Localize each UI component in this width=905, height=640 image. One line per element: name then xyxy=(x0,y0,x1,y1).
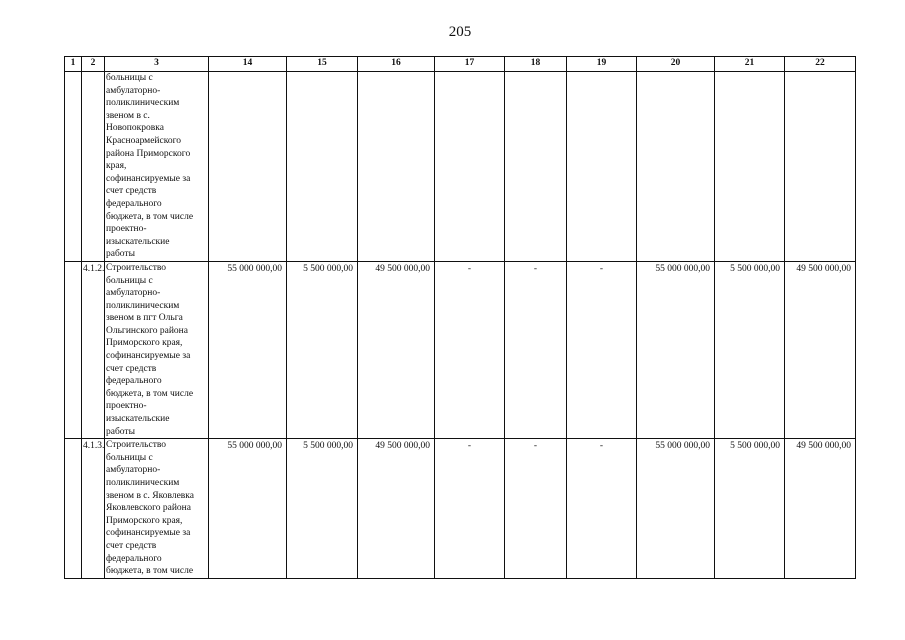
table-row xyxy=(65,72,856,262)
value-cell-16: 49 500 000,00 xyxy=(358,439,435,579)
value-cell-14: 55 000 000,00 xyxy=(209,439,287,579)
value-cell-14 xyxy=(209,72,287,262)
value-cell-20: 55 000 000,00 xyxy=(637,261,715,438)
value-cell-17: - xyxy=(435,439,505,579)
column-header: 15 xyxy=(287,57,358,72)
value-cell-18 xyxy=(505,72,567,262)
budget-table xyxy=(64,56,856,579)
row-number-cell xyxy=(65,439,82,579)
item-code-cell: 4.1.2. xyxy=(82,261,105,438)
column-header: 22 xyxy=(785,57,856,72)
column-header: 3 xyxy=(105,57,209,72)
item-name-text: больницы с амбулаторно- поликлиническим звеном в с. Новопокровка Красноармейского района Приморского края, софинансируемые за счет средств федерального бюджета, в том числе проектно- изыскательские работы xyxy=(106,73,194,260)
value-cell-18: - xyxy=(505,261,567,438)
value-cell-14: 55 000 000,00 xyxy=(209,261,287,438)
value-cell-18: - xyxy=(505,439,567,579)
value-cell-16: 49 500 000,00 xyxy=(358,261,435,438)
row-number-cell xyxy=(65,72,82,262)
value-cell-15 xyxy=(287,72,358,262)
item-name-cell xyxy=(105,261,209,438)
item-name-cell xyxy=(105,439,209,579)
header-row xyxy=(65,57,856,72)
value-cell-21: 5 500 000,00 xyxy=(715,439,785,579)
table-row xyxy=(65,261,856,438)
value-cell-20: 55 000 000,00 xyxy=(637,439,715,579)
value-cell-21 xyxy=(715,72,785,262)
item-name-cell xyxy=(105,72,209,262)
value-cell-15: 5 500 000,00 xyxy=(287,439,358,579)
item-code-cell: 4.1.3. xyxy=(82,439,105,579)
column-header: 16 xyxy=(358,57,435,72)
value-cell-17 xyxy=(435,72,505,262)
item-name-text: Строительство больницы с амбулаторно- поликлиническим звеном в пгт Ольга Ольгинского района Приморского края, софинансируемые за счет средств федерального бюджета, в том числе проектно- изыскательские работы xyxy=(106,262,194,437)
value-cell-22 xyxy=(785,72,856,262)
column-header: 18 xyxy=(505,57,567,72)
value-cell-19 xyxy=(567,72,637,262)
page-number: 205 xyxy=(448,24,472,40)
value-cell-20 xyxy=(637,72,715,262)
column-header: 20 xyxy=(637,57,715,72)
value-cell-22: 49 500 000,00 xyxy=(785,439,856,579)
value-cell-19: - xyxy=(567,439,637,579)
column-header: 19 xyxy=(567,57,637,72)
column-header: 1 xyxy=(65,57,82,72)
value-cell-17: - xyxy=(435,261,505,438)
value-cell-15: 5 500 000,00 xyxy=(287,261,358,438)
item-name-text: Строительство больницы с амбулаторно- поликлиническим звеном в с. Яковлевка Яковлевского района Приморского края, софинансируемые за счет средств федерального бюджета, в том числе xyxy=(106,440,194,577)
row-number-cell xyxy=(65,261,82,438)
table-row xyxy=(65,439,856,579)
value-cell-22: 49 500 000,00 xyxy=(785,261,856,438)
column-header: 2 xyxy=(82,57,105,72)
value-cell-16 xyxy=(358,72,435,262)
column-header: 14 xyxy=(209,57,287,72)
item-code-cell xyxy=(82,72,105,262)
value-cell-19: - xyxy=(567,261,637,438)
column-header: 21 xyxy=(715,57,785,72)
value-cell-21: 5 500 000,00 xyxy=(715,261,785,438)
column-header: 17 xyxy=(435,57,505,72)
